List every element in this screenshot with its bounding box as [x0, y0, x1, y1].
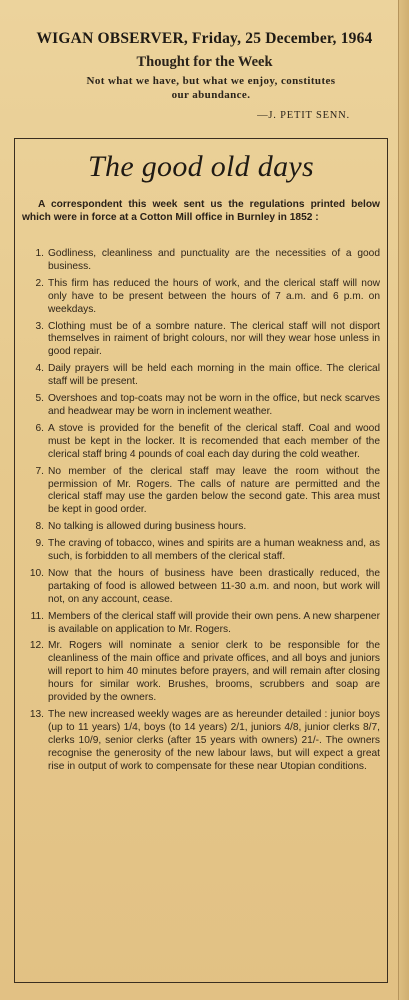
rule-text: A stove is provided for the benefit of the clerical staff. Coal and wood must be kept in the locker. It is recomended that each member of the clerical staff bring 4 pounds of coal each day during the cold weather. — [48, 422, 380, 460]
rule-number: 6. — [35, 422, 44, 434]
list-item — [22, 568, 380, 607]
list-item — [22, 321, 380, 360]
list-item — [22, 709, 380, 774]
rule-number: 4. — [35, 363, 44, 375]
article-intro: A correspondent this week sent us the regulations printed below which were in force at a Cotton Mill office in Burnley in 1852 : — [22, 199, 380, 224]
rule-number: 12. — [29, 640, 44, 652]
newspaper-masthead: WIGAN OBSERVER, Friday, 25 December, 1964 — [36, 30, 373, 47]
rule-text: The new increased weekly wages are as hereunder detailed : junior boys (up to 11 years) 1/4, boys (to 14 years) 2/1, juniors 4/8, junior clerks 8/7, clerks 10/9, senior clerks (after 15 years with owners) 21/-. The owners recognise the generosity of the new labour laws, but will expect a great rise in output of work to compensate for these near Utopian conditions. — [48, 709, 380, 772]
rule-number: 10. — [29, 567, 44, 579]
rule-text: Clothing must be of a sombre nature. The clerical staff will not disport themselves in raiment of bright colours, nor will they wear hose unless in good repair. — [48, 320, 380, 358]
rule-number: 3. — [35, 320, 44, 332]
rule-number: 5. — [35, 393, 44, 405]
rule-text: Members of the clerical staff will provide their own pens. A new sharpener is available on application to Mr. Rogers. — [48, 610, 380, 635]
regulations-list — [22, 248, 380, 778]
rule-number: 11. — [30, 610, 44, 622]
list-item — [22, 521, 380, 534]
list-item — [22, 640, 380, 705]
rule-number: 9. — [35, 538, 44, 550]
list-item — [22, 538, 380, 564]
adjacent-column-edge — [398, 0, 409, 1000]
rule-number: 13. — [29, 709, 44, 720]
rule-text: Mr. Rogers will nominate a senior clerk to be responsible for the cleanliness of the main office and private offices, and all boys and juniors will report to him 40 minutes before prayers, and will remain after closing hours for similar work. Brushes, brooms, scrubbers and soap are provided by the owners. — [48, 640, 380, 704]
list-item — [22, 278, 380, 317]
rule-text: Now that the hours of business have been drastically reduced, the partaking of food is allowed between 11-30 a.m. and noon, but work will not, on any account, cease. — [48, 567, 380, 605]
rule-number: 8. — [35, 521, 44, 533]
rule-number: 1. — [35, 248, 44, 259]
rule-text: Daily prayers will be held each morning in the main office. The clerical staff will be present. — [48, 363, 380, 388]
rule-text: Overshoes and top-coats may not be worn in the office, but neck scarves and headwear may be worn in inclement weather. — [48, 393, 380, 417]
list-item — [22, 611, 380, 637]
thought-heading: Thought for the Week — [136, 54, 273, 70]
list-item — [22, 248, 380, 274]
list-item — [22, 466, 380, 518]
rule-text: The craving of tobacco, wines and spirits are a human weakness and, as such, is forbidden to all members of the clerical staff. — [48, 538, 380, 563]
list-item — [22, 423, 380, 462]
list-item — [22, 363, 380, 389]
rule-number: 7. — [35, 465, 44, 477]
thought-quote: Not what we have, but what we enjoy, constitutes our abundance. — [86, 75, 336, 101]
article-title: The good old days — [88, 150, 314, 183]
rule-text: This firm has reduced the hours of work, and the clerical staff will now only have to be present between the hours of 7 a.m. and 6 p.m. on weekdays. — [48, 277, 380, 315]
thought-attribution: —J. PETIT SENN. — [257, 110, 350, 121]
rule-text: Godliness, cleanliness and punctuality are the necessities of a good business. — [48, 248, 380, 272]
rule-number: 2. — [35, 277, 44, 289]
list-item — [22, 393, 380, 419]
rule-text: No talking is allowed during business hours. — [48, 521, 247, 533]
rule-text: No member of the clerical staff may leave the room without the permission of Mr. Rogers. The calls of nature are permitted and the clerical staff may use the garden below the second gate. This area must be kept in good order. — [48, 465, 380, 516]
